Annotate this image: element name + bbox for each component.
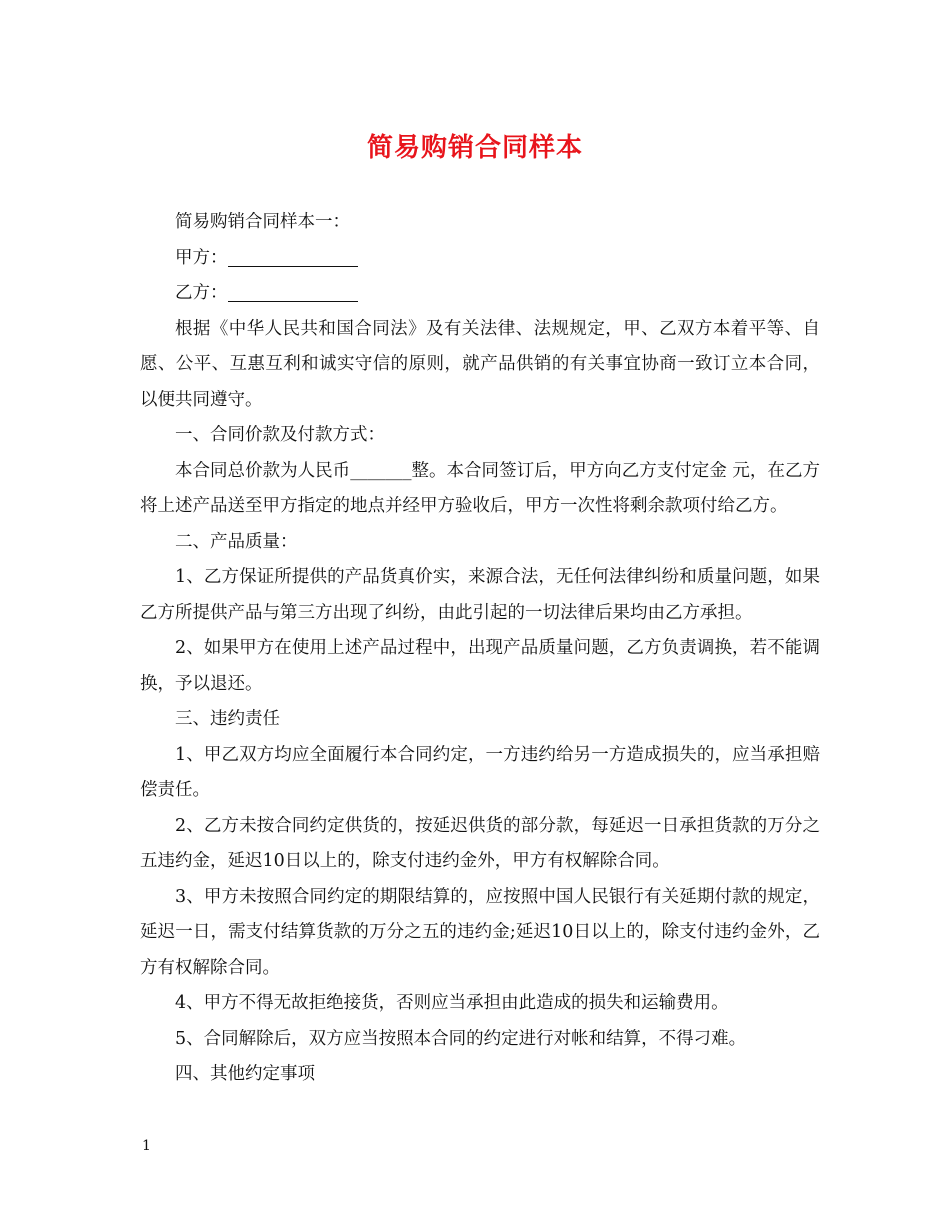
- party-a-label: 甲方：: [175, 247, 228, 268]
- party-b-label: 乙方：: [175, 283, 228, 303]
- section-heading-other: 四、其他约定事项: [175, 1064, 315, 1084]
- party-a-blank: [228, 244, 358, 267]
- section-heading-liability: 三、违约责任: [175, 709, 280, 729]
- paragraph-liability-4: 4、甲方不得无故拒绝接货，否则应当承担由此造成的损失和运输费用。: [175, 993, 729, 1013]
- party-a-line: [140, 241, 820, 277]
- party-b-line: [140, 276, 820, 312]
- document-body: [140, 205, 820, 1093]
- paragraph-basis: 根据《中华人民共和国合同法》及有关法律、法规规定，甲、乙双方本着平等、自愿、公平、互惠互利和诚实守信的原则，就产品供销的有关事宜协商一致订立本合同，以便共同遵守。: [140, 318, 820, 410]
- page-number: 1: [142, 1138, 151, 1154]
- paragraph-quality-1: 1、乙方保证所提供的产品货真价实，来源合法，无任何法律纠纷和质量问题，如果乙方所提供产品与第三方出现了纠纷，由此引起的一切法律后果均由乙方承担。: [140, 567, 820, 623]
- paragraph-liability-3: 3、甲方未按照合同约定的期限结算的，应按照中国人民银行有关延期付款的规定，延迟一日，需支付结算货款的万分之五的违约金;延迟10日以上的，除支付违约金外，乙方有权解除合同。: [140, 886, 820, 978]
- paragraph-liability-2: 2、乙方未按合同约定供货的，按延迟供货的部分款，每延迟一日承担货款的万分之五违约金，延迟10日以上的，除支付违约金外，甲方有权解除合同。: [140, 815, 820, 871]
- document-title: 简易购销合同样本: [366, 133, 583, 163]
- paragraph-intro: 简易购销合同样本一：: [175, 212, 350, 232]
- section-heading-price: 一、合同价款及付款方式：: [175, 425, 385, 445]
- paragraph-liability-5: 5、合同解除后，双方应当按照本合同的约定进行对帐和结算，不得刁难。: [175, 1028, 747, 1049]
- paragraph-price: 本合同总价款为人民币_______整。本合同签订后，甲方向乙方支付定金 元，在乙方将上述产品送至甲方指定的地点并经甲方验收后，甲方一次性将剩余款项付给乙方。: [140, 460, 820, 516]
- party-b-blank: [228, 279, 358, 302]
- paragraph-quality-2: 2、如果甲方在使用上述产品过程中，出现产品质量问题，乙方负责调换，若不能调换，予以退还。: [140, 638, 820, 694]
- paragraph-liability-1: 1、甲乙双方均应全面履行本合同约定，一方违约给另一方造成损失的，应当承担赔偿责任。: [140, 744, 820, 800]
- section-heading-quality: 二、产品质量：: [175, 531, 298, 552]
